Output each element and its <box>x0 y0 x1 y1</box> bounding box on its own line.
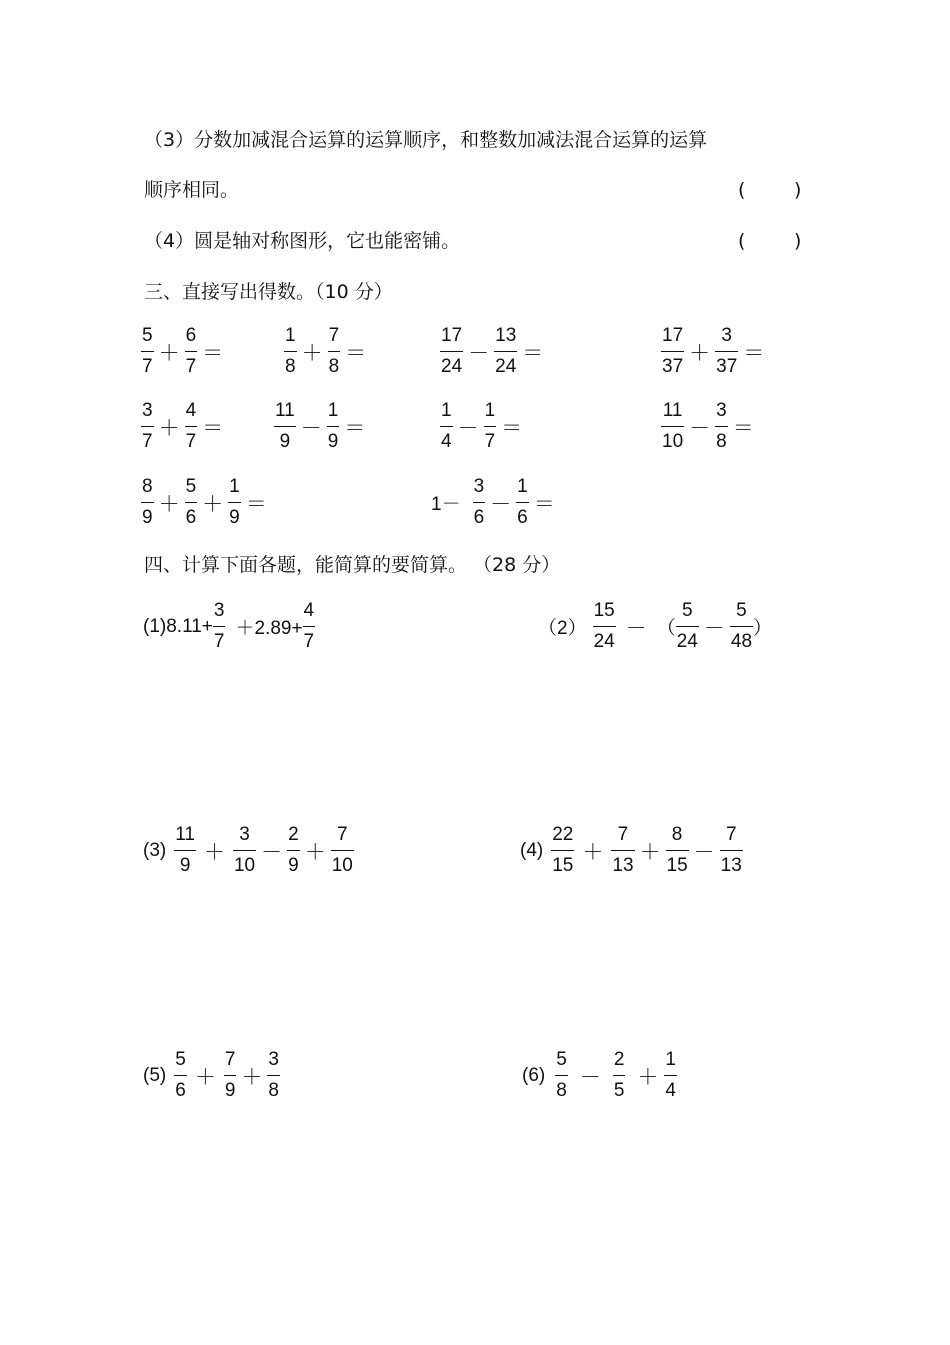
numerator: 1 <box>665 1049 676 1070</box>
oral-calc-7 <box>440 399 527 454</box>
denominator: 8 <box>556 1080 567 1101</box>
numerator: 22 <box>552 824 574 845</box>
denominator: 6 <box>185 507 197 528</box>
numerator: 17 <box>441 325 463 346</box>
section3-title: 三、直接写出得数。（10 分） <box>144 281 393 303</box>
denominator: 4 <box>665 1080 676 1101</box>
fraction <box>730 599 753 654</box>
denominator: 7 <box>484 431 496 452</box>
fraction <box>274 399 296 454</box>
denominator: 6 <box>473 507 485 528</box>
denominator: 9 <box>288 855 299 876</box>
fraction-bar <box>224 1075 237 1076</box>
oral-calc-9 <box>141 475 272 530</box>
denominator: 24 <box>495 356 517 377</box>
fraction-bar <box>555 1075 568 1076</box>
fraction-bar <box>274 426 296 427</box>
fraction <box>613 1048 626 1103</box>
fraction <box>185 399 198 454</box>
denominator: 7 <box>185 356 197 377</box>
denominator: 37 <box>716 356 738 377</box>
denominator: 5 <box>613 1080 625 1101</box>
minus-sign: － <box>579 1065 601 1089</box>
numerator: 11 <box>275 400 295 421</box>
denominator: 9 <box>224 1080 236 1101</box>
section4-title: 四、计算下面各题，能简算的要简算。 （28 分） <box>144 554 561 576</box>
fraction-bar <box>484 426 497 427</box>
fraction-bar <box>730 626 753 627</box>
fraction <box>516 475 529 530</box>
plus-sign: ＋ <box>301 341 323 365</box>
denominator: 7 <box>142 431 153 452</box>
answer-paren-close: ) <box>794 230 802 252</box>
calc-problem-3 <box>143 823 354 878</box>
plus-sign: ＋ <box>158 416 180 440</box>
fraction <box>664 1048 677 1103</box>
fraction-bar <box>284 351 297 352</box>
plus-sign: ＋ <box>241 1065 263 1089</box>
minus-sign: － <box>457 416 479 440</box>
fraction-bar <box>141 351 154 352</box>
numerator: 3 <box>716 400 727 421</box>
fraction <box>720 823 743 878</box>
fraction <box>174 823 196 878</box>
denominator: 7 <box>142 356 153 377</box>
oral-calc-10 <box>431 475 560 530</box>
numerator: 7 <box>617 824 629 845</box>
denominator: 6 <box>175 1080 186 1101</box>
numerator: 3 <box>721 325 732 346</box>
fraction-bar <box>174 850 196 851</box>
fraction <box>611 823 634 878</box>
plus-sign: ＋ <box>158 492 180 516</box>
fraction <box>666 823 689 878</box>
fraction-bar <box>593 626 616 627</box>
numerator: 8 <box>671 824 683 845</box>
fraction-bar <box>473 502 486 503</box>
problem-label: （2） <box>538 618 587 639</box>
fraction <box>473 475 486 530</box>
fraction <box>715 399 728 454</box>
equals-sign: ＝ <box>344 416 366 440</box>
fraction-bar <box>676 626 699 627</box>
fraction <box>141 399 154 454</box>
plus-sign: ＋ <box>158 341 180 365</box>
equals-sign: ＝ <box>245 492 267 516</box>
minus-sign: － <box>693 840 715 864</box>
equals-sign: ＝ <box>501 416 523 440</box>
fraction-bar <box>303 626 316 627</box>
oral-calc-1 <box>141 324 228 379</box>
numerator: 13 <box>495 325 517 346</box>
denominator: 7 <box>213 631 225 652</box>
numerator: 7 <box>725 824 737 845</box>
fraction <box>551 823 574 878</box>
oral-calc-4 <box>661 324 769 379</box>
fraction-bar <box>494 351 517 352</box>
fraction-bar <box>715 351 738 352</box>
equals-sign: ＝ <box>522 341 544 365</box>
problem-label: (1)8.11+ <box>143 615 213 637</box>
fraction-bar <box>715 426 728 427</box>
fraction <box>494 324 517 379</box>
fraction-bar <box>228 502 241 503</box>
denominator: 4 <box>441 431 452 452</box>
numerator: 6 <box>185 325 197 346</box>
denominator: 24 <box>593 631 615 652</box>
numerator: 1 <box>517 476 528 497</box>
minus-sign: － <box>703 616 725 640</box>
fraction <box>185 475 198 530</box>
fraction <box>328 324 341 379</box>
denominator: 10 <box>233 855 256 876</box>
denominator: 15 <box>666 855 688 876</box>
plus-sign: ＋ <box>637 1065 659 1089</box>
fraction <box>174 1048 187 1103</box>
fraction-bar <box>611 850 634 851</box>
fraction-bar <box>440 351 463 352</box>
numerator: 2 <box>613 1049 625 1070</box>
fraction-bar <box>440 426 453 427</box>
numerator: 5 <box>682 600 693 621</box>
numerator: 5 <box>185 476 197 497</box>
numerator: 5 <box>175 1049 186 1070</box>
plus-sign: ＋ <box>202 492 224 516</box>
oral-calc-3 <box>440 324 548 379</box>
fraction <box>661 399 684 454</box>
middle-term: ＋2.89+ <box>235 618 303 639</box>
equals-sign: ＝ <box>345 341 367 365</box>
plus-sign: ＋ <box>639 840 661 864</box>
numerator: 17 <box>662 325 684 346</box>
numerator: 4 <box>185 400 197 421</box>
denominator: 6 <box>517 507 528 528</box>
fraction-bar <box>331 850 354 851</box>
judge-q3-line1: （3）分数加减混合运算的运算顺序，和整数加减法混合运算的运算 <box>144 129 708 151</box>
fraction <box>676 599 699 654</box>
close-paren: ） <box>753 618 773 639</box>
numerator: 8 <box>142 476 153 497</box>
fraction <box>287 823 300 878</box>
fraction-bar <box>551 850 574 851</box>
fraction <box>661 324 684 379</box>
oral-calc-6 <box>274 399 370 454</box>
numerator: 2 <box>288 824 299 845</box>
minus-sign: － <box>300 416 322 440</box>
denominator: 13 <box>720 855 742 876</box>
fraction <box>185 324 198 379</box>
calc-problem-2 <box>538 599 772 654</box>
fraction <box>224 1048 237 1103</box>
denominator: 7 <box>303 631 315 652</box>
fraction-bar <box>661 351 684 352</box>
problem-label: (3) <box>143 839 167 861</box>
fraction <box>715 324 738 379</box>
fraction <box>327 399 340 454</box>
calc-problem-4 <box>520 823 743 878</box>
numerator: 3 <box>213 600 225 621</box>
denominator: 37 <box>662 356 684 377</box>
numerator: 7 <box>328 325 340 346</box>
oral-calc-5 <box>141 399 228 454</box>
fraction <box>331 823 354 878</box>
answer-paren-open: ( <box>738 230 746 252</box>
denominator: 8 <box>285 356 296 377</box>
problem-label: (5) <box>143 1064 167 1086</box>
numerator: 5 <box>736 600 747 621</box>
fraction <box>484 399 497 454</box>
denominator: 9 <box>229 507 240 528</box>
oral-calc-2 <box>284 324 371 379</box>
judge-q4: （4）圆是轴对称图形，它也能密铺。 <box>144 230 461 252</box>
numerator: 15 <box>593 600 615 621</box>
fraction-bar <box>185 502 198 503</box>
judge-q3-line2: 顺序相同。 <box>144 179 240 201</box>
calc-problem-1 <box>143 599 315 654</box>
fraction <box>233 823 256 878</box>
fraction <box>141 324 154 379</box>
fraction <box>213 599 226 654</box>
denominator: 15 <box>552 855 574 876</box>
problem-label: (4) <box>520 839 544 861</box>
equals-sign: ＝ <box>202 341 224 365</box>
answer-paren-open: ( <box>738 179 746 201</box>
fraction-bar <box>327 426 340 427</box>
numerator: 3 <box>268 1049 279 1070</box>
equals-sign: ＝ <box>533 492 555 516</box>
minus-sign: － <box>261 840 283 864</box>
fraction <box>303 599 316 654</box>
numerator: 3 <box>239 824 250 845</box>
numerator: 1 <box>484 400 496 421</box>
minus-sign: － <box>625 616 647 640</box>
numerator: 3 <box>473 476 485 497</box>
fraction <box>593 599 616 654</box>
fraction-bar <box>613 1075 626 1076</box>
denominator: 13 <box>612 855 634 876</box>
denominator: 48 <box>730 631 753 652</box>
fraction-bar <box>720 850 743 851</box>
fraction-bar <box>328 351 341 352</box>
fraction-bar <box>661 426 684 427</box>
denominator: 9 <box>327 431 339 452</box>
fraction-bar <box>174 1075 187 1076</box>
minus-sign: － <box>689 416 711 440</box>
numerator: 11 <box>175 824 195 845</box>
fraction-bar <box>185 426 198 427</box>
fraction-bar <box>664 1075 677 1076</box>
one-minus: 1－ <box>431 494 461 515</box>
minus-sign: － <box>468 341 490 365</box>
fraction-bar <box>233 850 256 851</box>
fraction-bar <box>267 1075 280 1076</box>
numerator: 1 <box>285 325 296 346</box>
equals-sign: ＝ <box>732 416 754 440</box>
denominator: 8 <box>268 1080 279 1101</box>
denominator: 9 <box>142 507 153 528</box>
fraction-bar <box>213 626 226 627</box>
denominator: 10 <box>331 855 353 876</box>
numerator: 7 <box>224 1049 236 1070</box>
denominator: 24 <box>441 356 463 377</box>
fraction <box>141 475 154 530</box>
numerator: 1 <box>229 476 240 497</box>
numerator: 1 <box>327 400 339 421</box>
numerator: 7 <box>336 824 348 845</box>
denominator: 8 <box>328 356 340 377</box>
denominator: 24 <box>676 631 698 652</box>
fraction-bar <box>185 351 198 352</box>
numerator: 5 <box>556 1049 567 1070</box>
calc-problem-5 <box>143 1048 280 1103</box>
equals-sign: ＝ <box>202 416 224 440</box>
fraction-bar <box>141 426 154 427</box>
fraction-bar <box>287 850 300 851</box>
denominator: 7 <box>185 431 197 452</box>
fraction-bar <box>516 502 529 503</box>
calc-problem-6 <box>522 1048 677 1103</box>
numerator: 1 <box>441 400 452 421</box>
denominator: 9 <box>279 431 291 452</box>
numerator: 3 <box>142 400 153 421</box>
numerator: 5 <box>142 325 153 346</box>
fraction <box>440 324 463 379</box>
denominator: 8 <box>716 431 727 452</box>
minus-sign: － <box>490 492 512 516</box>
plus-sign: ＋ <box>689 341 711 365</box>
problem-label: (6) <box>522 1064 546 1086</box>
fraction <box>440 399 453 454</box>
denominator: 9 <box>179 855 191 876</box>
plus-sign: ＋ <box>203 840 225 864</box>
plus-sign: ＋ <box>582 840 604 864</box>
denominator: 10 <box>662 431 684 452</box>
plus-sign: ＋ <box>304 840 326 864</box>
fraction <box>284 324 297 379</box>
answer-paren-close: ) <box>794 179 802 201</box>
fraction <box>228 475 241 530</box>
fraction <box>267 1048 280 1103</box>
fraction-bar <box>666 850 689 851</box>
open-paren: （ <box>656 618 676 639</box>
plus-sign: ＋ <box>194 1065 216 1089</box>
equals-sign: ＝ <box>743 341 765 365</box>
numerator: 11 <box>662 400 683 421</box>
fraction <box>555 1048 568 1103</box>
numerator: 4 <box>303 600 315 621</box>
fraction-bar <box>141 502 154 503</box>
oral-calc-8 <box>661 399 759 454</box>
